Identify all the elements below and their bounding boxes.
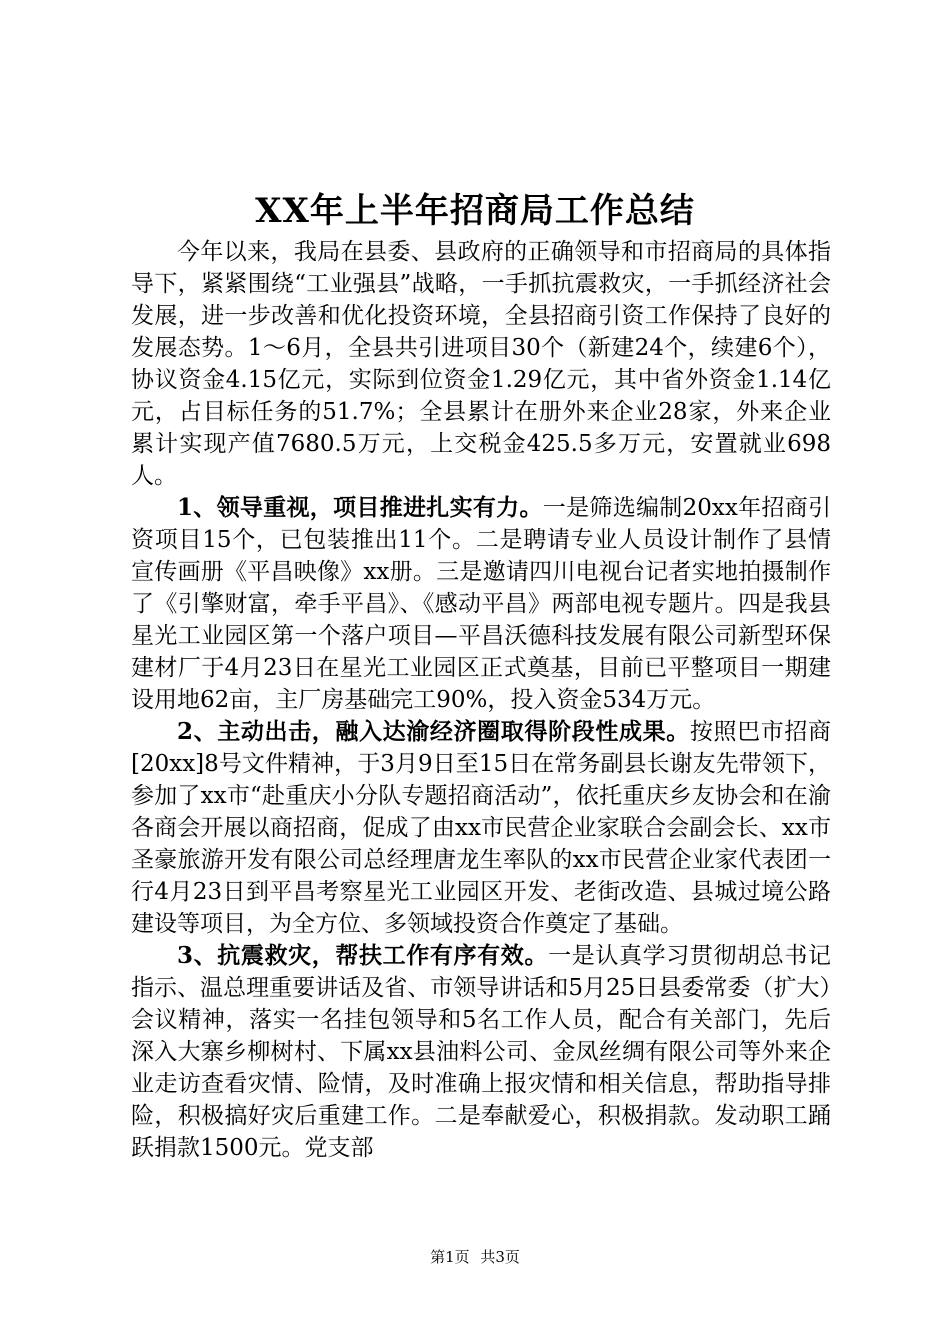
paragraph-section-2: [131, 716, 831, 940]
paragraph-heading: 2、主动出击，融入达渝经济圈取得阶段性成果。: [177, 718, 690, 745]
paragraph-intro: [131, 236, 831, 492]
paragraph-text: 一是认真学习贯彻胡总书记指示、温总理重要讲话及省、市领导讲话和5月25日县委常委（扩大）会议精神，落实一名挂包领导和5名工作人员，配合有关部门，先后深入大寨乡柳树村、下属xx县油料公司、金凤丝绸有限公司等外来企业走访查看灾情、险情，及时准确上报灾情和相关信息，帮助指导排险，积极搞好灾后重建工作。二是奉献爱心，积极捐款。发动职工踊跃捐款1500元。党支部: [131, 943, 831, 1161]
paragraph-heading: 1、领导重视，项目推进扎实有力。: [177, 494, 543, 521]
paragraph-heading: 3、抗震救灾，帮扶工作有序有效。: [177, 942, 549, 969]
page-footer: [0, 1247, 950, 1267]
document-body: [131, 236, 831, 1164]
paragraph-section-1: [131, 492, 831, 716]
paragraph-text: 一是筛选编制20xx年招商引资项目15个，已包装推出11个。二是聘请专业人员设计制作了县情宣传画册《平昌映像》xx册。三是邀请四川电视台记者实地拍摄制作了《引擎财富，牵手平昌》、《感动平昌》两部电视专题片。四是我县星光工业园区第一个落户项目—平昌沃德科技发展有限公司新型环保建材厂于4月23日在星光工业园区正式奠基，目前已平整项目一期建设用地62亩，主厂房基础完工90%，投入资金534万元。: [131, 495, 831, 713]
page-number: 第1页: [430, 1248, 470, 1266]
page-total: 共3页: [480, 1248, 520, 1266]
paragraph-section-3: [131, 940, 831, 1164]
paragraph-text: 按照巴市招商[20xx]8号文件精神，于3月9日至15日在常务副县长谢友先带领下，参加了xx市“赴重庆小分队专题招商活动”，依托重庆乡友协会和在渝各商会开展以商招商，促成了由xx市民营企业家联合会副会长、xx市圣豪旅游开发有限公司总经理唐龙生率队的xx市民营企业家代表团一行4月23日到平昌考察星光工业园区开发、老街改造、县城过境公路建设等项目，为全方位、多领域投资合作奠定了基础。: [131, 719, 831, 937]
paragraph-text: 今年以来，我局在县委、县政府的正确领导和市招商局的具体指导下，紧紧围绕“工业强县”战略，一手抓抗震救灾，一手抓经济社会发展，进一步改善和优化投资环境，全县招商引资工作保持了良好的发展态势。1～6月，全县共引进项目30个（新建24个，续建6个），协议资金4.15亿元，实际到位资金1.29亿元，其中省外资金1.14亿元，占目标任务的51.7%；全县累计在册外来企业28家，外来企业累计实现产值7680.5万元，上交税金425.5多万元，安置就业698人。: [131, 239, 831, 489]
document-title: XX年上半年招商局工作总结: [255, 191, 695, 231]
